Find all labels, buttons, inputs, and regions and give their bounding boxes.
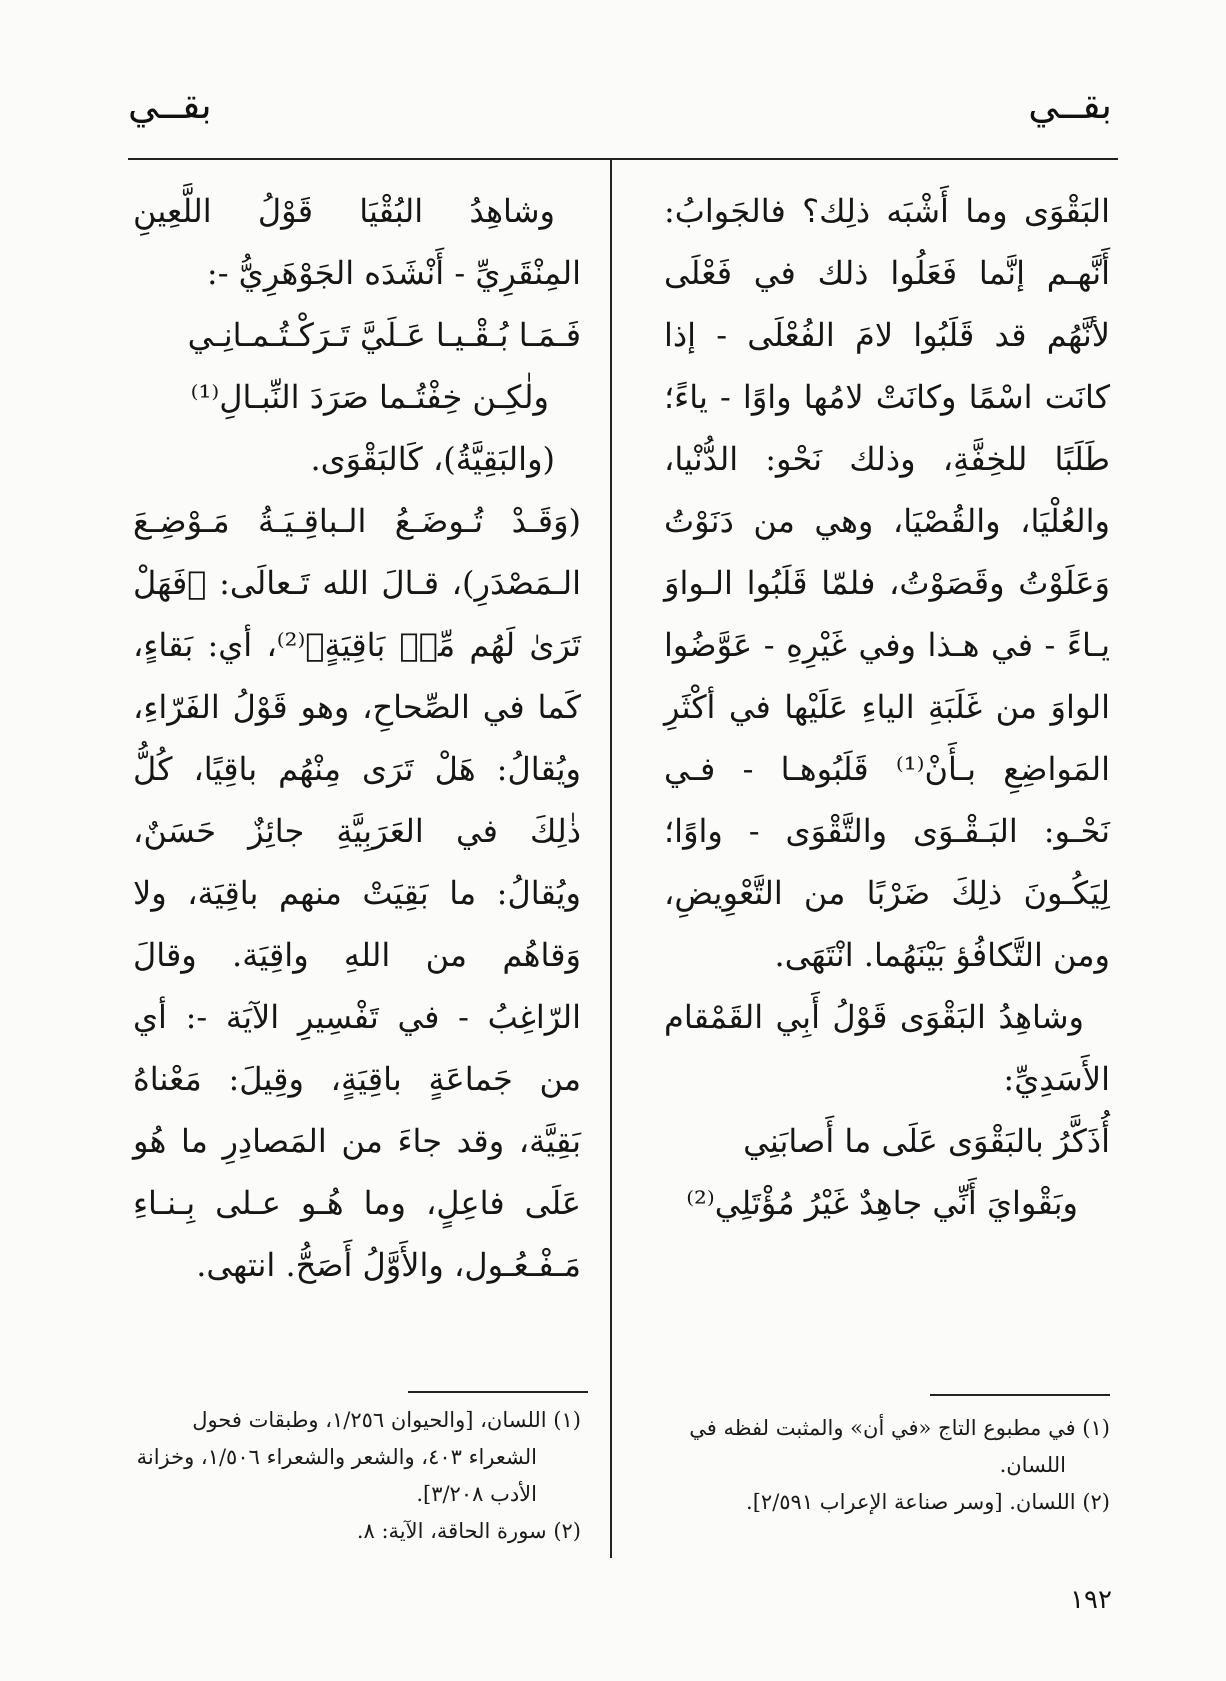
header-rule — [128, 158, 1118, 160]
left-column-text — [133, 428, 581, 1296]
right-verse-line-1: أُذَكَّرُ بالبَقْوَى عَلَى ما أَصابَنِي — [743, 1122, 1110, 1160]
right-paragraph-1: البَقْوَى وما أَشْبَه ذلِك؟ فالجَوابُ: أَنَّهـم إنَّما فَعَلُوا ذلك في فَعْلَى لأنَّهُم قد قَلَبُوا لامَ الفُعْلَى - إذا كانَت اسْمًا وكانَتْ لامُها واوًا - ياءً؛ طَلَبًا للخِفَّةِ، وذلك نَحْو: الدُّنْيا، والعُلْيَا، والقُصْيَا، وهي من دَنَوْتُ وَعَلَوْتُ وقَصَوْتُ، فلمّا قَلَبُوا الـواوَ يـاءً - في هـذا وفي غَيْرِهِ - عَوَّضُوا الواوَ من غَلَبَةِ الياءِ عَلَيْها في أكْثَرِ المَواضِعِ بـأَنْ⁽¹⁾ قَلَبُوهـا - فـي نَحْـو: البَـقْـوَى والتَّقْوَى - واوًا؛ لِيَكُـونَ ذلِكَ ضَرْبًا من التَّعْوِيضِ، ومن التَّكافُؤ بَيْنَهُما. انْتَهَى. — [664, 192, 1111, 974]
footnotes-right — [660, 1410, 1110, 1521]
right-verse — [664, 1110, 1110, 1234]
footnote-left-1-cont: الشعراء ٤٠٣، والشعر والشعراء ١/٥٠٦، وخزانة الأدب ٣/٢٠٨]. — [136, 1445, 537, 1506]
footnote-left-1: (١) اللسان، [والحيوان ١/٢٥٦، وطبقات فحول — [192, 1408, 581, 1432]
running-header-right: بقــي — [1028, 83, 1112, 127]
left-verse-line-1: فَـمَـا بُـقْـيـا عَـلَيَّ تَـرَكْـتُـمـانِـي — [187, 316, 581, 354]
left-paragraph-intro: وشاهِدُ البُقْيَا قَوْلُ اللَّعِينِ المِنْقَرِيِّ - أَنْشَدَه الجَوْهَرِيُّ -: — [133, 192, 581, 292]
left-verse — [133, 304, 581, 428]
left-intro — [133, 180, 581, 304]
right-verse-line-2: وبَقْوايَ أَنِّي جاهِدٌ غَيْرُ مُؤْتَلِي⁽²⁾ — [686, 1184, 1078, 1222]
footnote-left-2: (٢) سورة الحاقة، الآية: ٨. — [356, 1519, 581, 1543]
left-verse-line-2: ولٰكِـن خِفْتُـما صَرَدَ النِّبـالِ⁽¹⁾ — [190, 378, 549, 416]
page-number: ١٩٢ — [1070, 1585, 1112, 1615]
footnote-rule-right — [930, 1394, 1110, 1396]
footnote-right-2: (٢) اللسان. [وسر صناعة الإعراب ٢/٥٩١]. — [746, 1490, 1110, 1514]
footnote-rule-left — [408, 1391, 588, 1393]
running-header-left: بقــي — [128, 83, 212, 127]
column-divider — [610, 158, 612, 1558]
footnote-right-1-cont: اللسان. — [999, 1453, 1066, 1477]
footnotes-left — [133, 1402, 581, 1550]
right-column — [664, 180, 1110, 1234]
left-paragraph-2: (وَقَـدْ تُـوضَـعُ الـباقِـيَـةُ مَـوْضِـعَ الـمَصْدَرِ)، قـالَ الله تَـعالَى: ﴿فَهَلْ تَرَىٰ لَهُم مِّنۢ بَاقِيَةٍ﴾⁽²⁾، أي: بَقاءٍ، كَما في الصِّحاحِ، وهو قَوْلُ الفَرّاءِ، ويُقالُ: هَلْ تَرَى مِنْهُم باقِيًا، كُلُّ ذٰلِكَ في العَرَبِيَّةِ جائِزٌ حَسَنٌ، ويُقالُ: ما بَقِيَتْ منهم باقِيَة، ولا وَقاهُم من اللهِ واقِيَة. وقالَ الرّاغِبُ - في تَفْسِيرِ الآيَة -: أي من جَماعَةٍ باقِيَةٍ، وقِيلَ: مَعْناهُ بَقِيَّة، وقد جاءَ من المَصادِرِ ما هُو عَلَى فاعِلٍ، وما هُـو عـلى بِـنـاءِ مَـفْـعُـول، والأَوَّلُ أَصَحُّ. انتهى. — [133, 502, 582, 1284]
right-column-text — [664, 180, 1110, 1110]
footnote-right-1: (١) في مطبوع التاج «في أن» والمثبت لفظه في — [689, 1416, 1110, 1440]
right-paragraph-2: وشاهِدُ البَقْوَى قَوْلُ أَبِي القَمْقام الأَسَدِيِّ: — [664, 998, 1110, 1098]
left-paragraph-1: (والبَقِيَّةُ)، كَالبَقْوَى. — [310, 440, 555, 478]
left-column — [133, 180, 581, 1296]
